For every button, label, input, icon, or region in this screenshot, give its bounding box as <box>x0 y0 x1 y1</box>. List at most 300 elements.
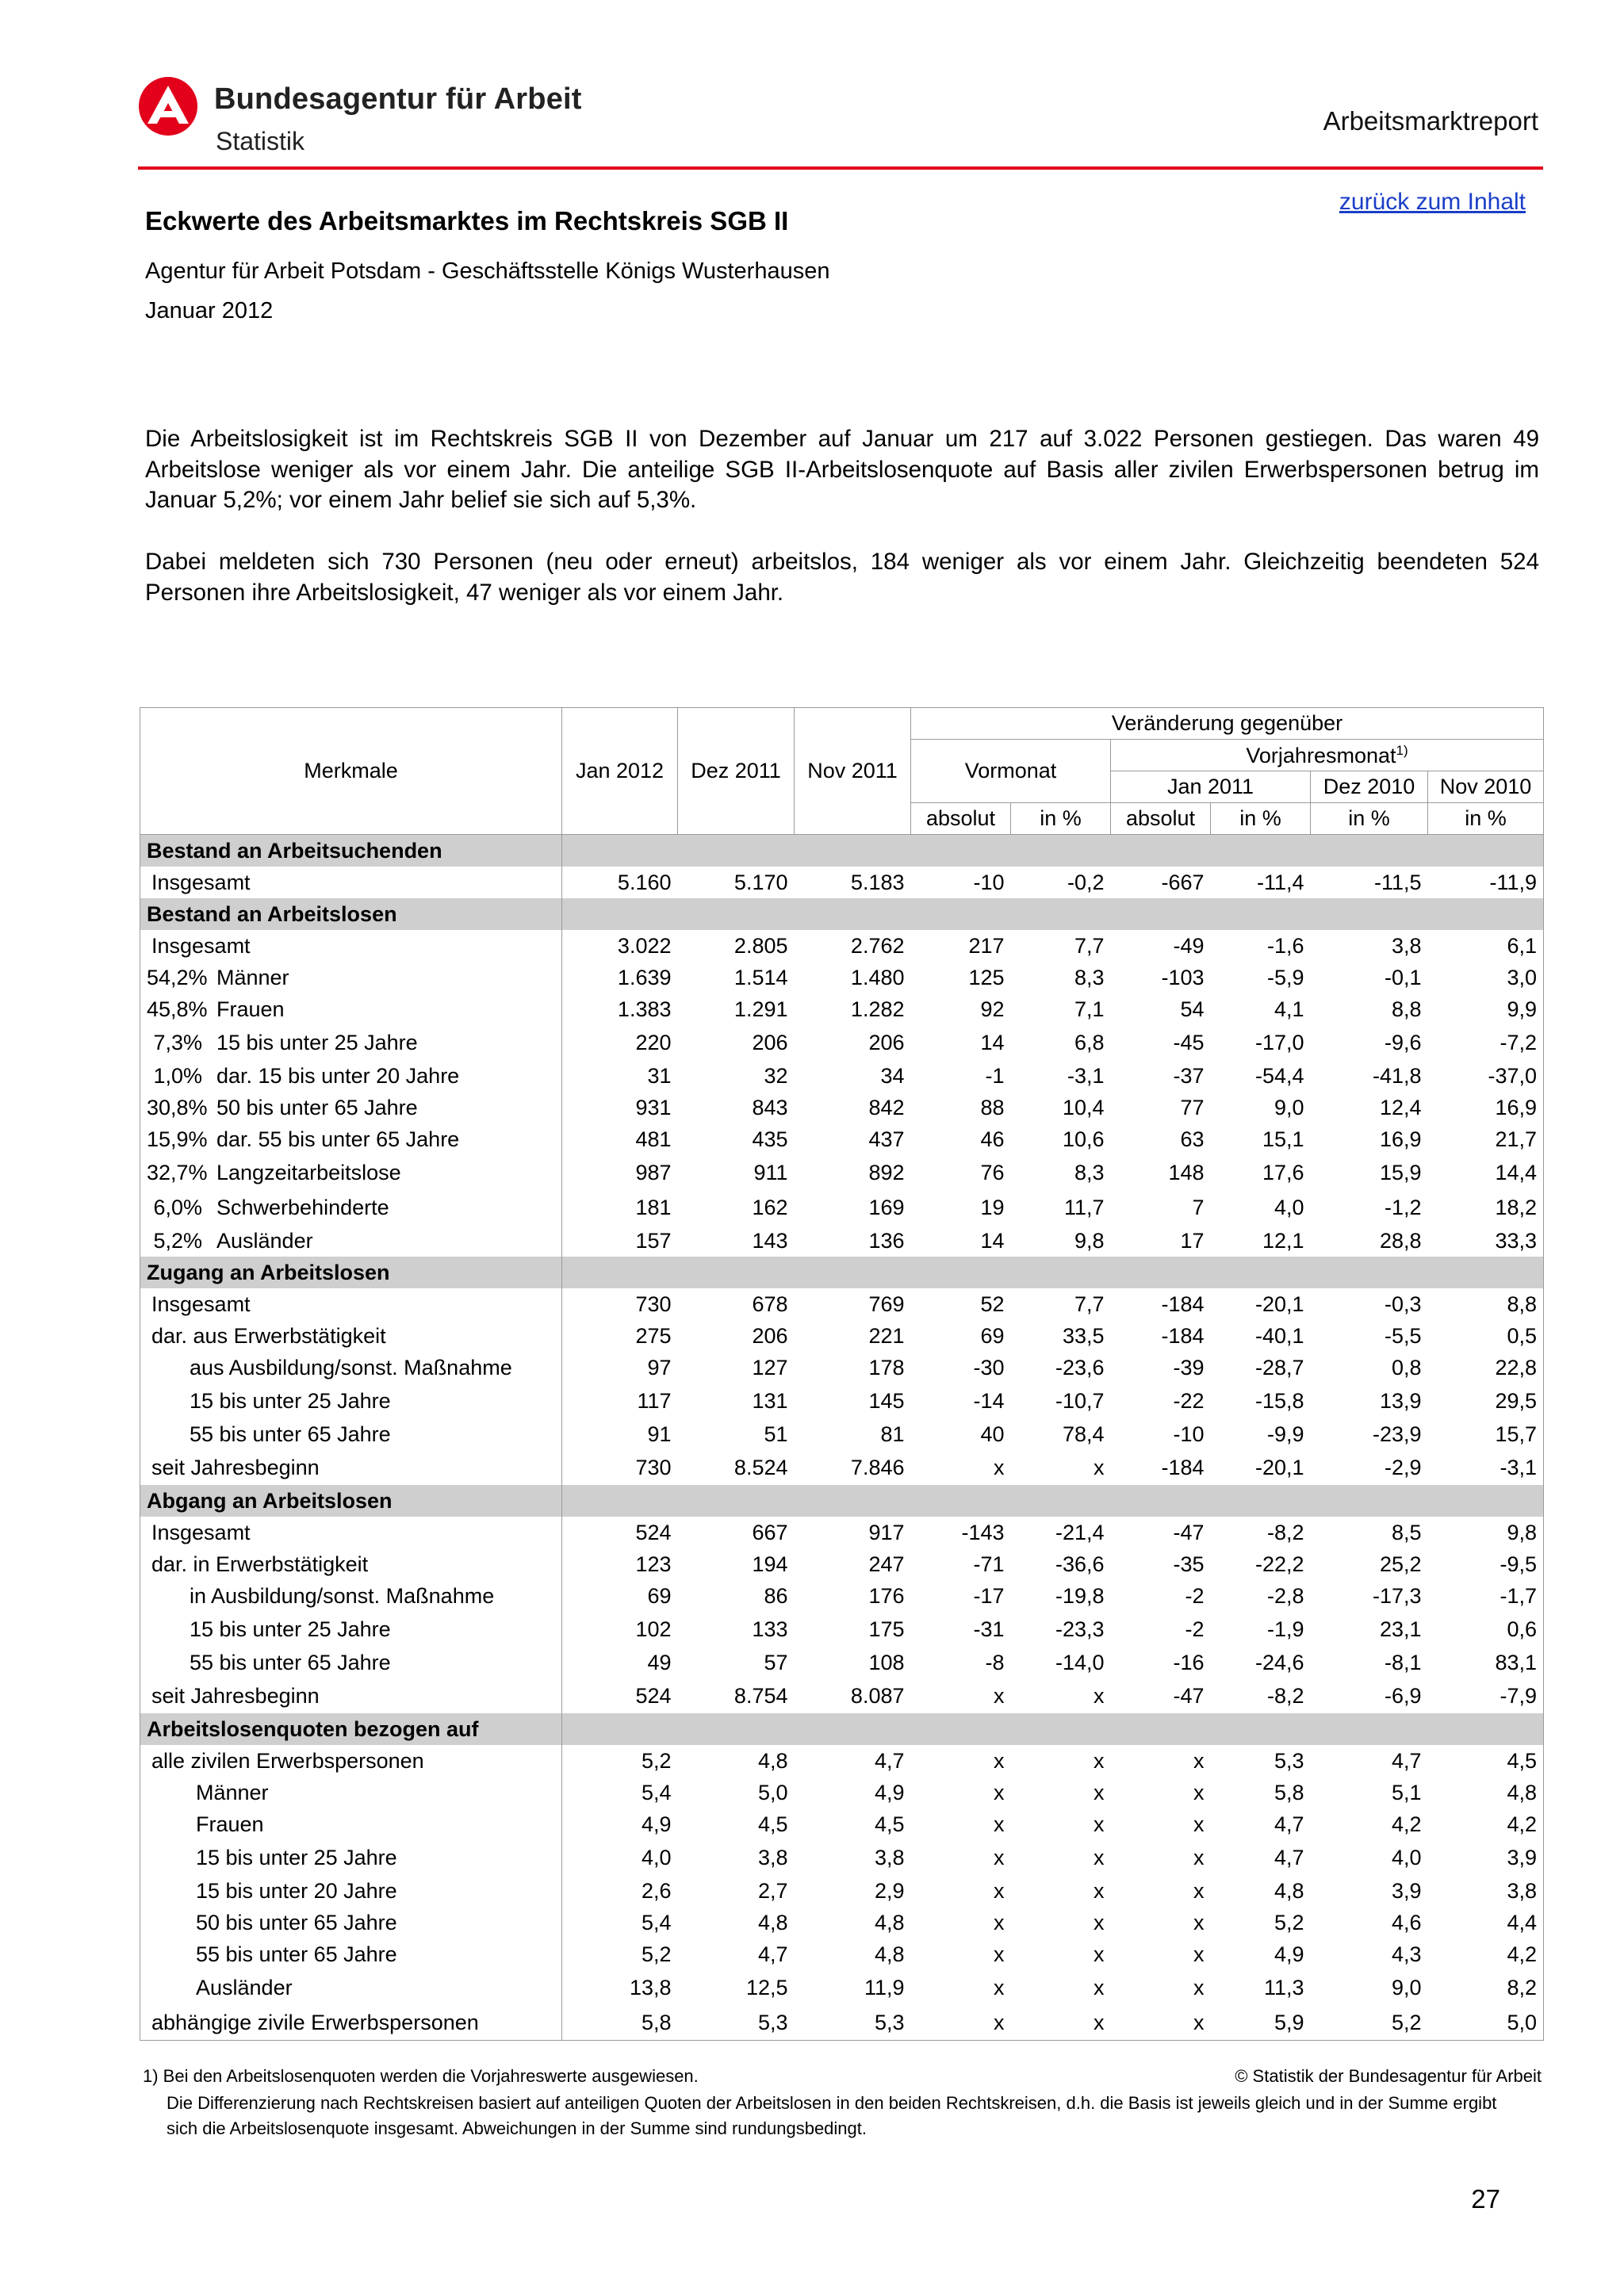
table-cell: 40 <box>980 1422 1005 1446</box>
row-label: Frauen <box>196 1812 264 1836</box>
table-cell: 1.639 <box>617 965 672 989</box>
table-cell: -8 <box>985 1650 1005 1674</box>
row-label-cell <box>140 1225 562 1257</box>
table-cell: 78,4 <box>1062 1422 1105 1446</box>
table-cell: 97 <box>647 1355 672 1380</box>
table-cell: x <box>994 1845 1005 1869</box>
table-cell: x <box>994 1878 1005 1903</box>
row-label-cell <box>140 1548 562 1580</box>
table-cell: -11,4 <box>1256 870 1304 894</box>
table-cell: 108 <box>868 1650 905 1674</box>
table-cell: 3,8 <box>1391 933 1422 958</box>
table-cell: 8,3 <box>1074 1160 1105 1184</box>
table-cell: -7,2 <box>1428 1025 1544 1060</box>
row-label: dar. 55 bis unter 65 Jahre <box>216 1127 460 1151</box>
table-cell: 1.383 <box>617 997 672 1021</box>
row-label-cell <box>140 1612 562 1647</box>
table-row <box>140 1647 1544 1678</box>
row-label: Männer <box>216 965 289 989</box>
table-cell: 9,9 <box>1428 993 1544 1025</box>
row-label-cell <box>140 1155 562 1190</box>
row-label: 55 bis unter 65 Jahre <box>190 1422 391 1446</box>
row-label-cell <box>140 1777 562 1808</box>
table-cell: -11,5 <box>1373 870 1422 894</box>
row-label-cell <box>140 1678 562 1713</box>
table-row <box>140 1745 1544 1777</box>
table-cell: 28,8 <box>1379 1228 1422 1253</box>
section-fill <box>562 898 1544 930</box>
table-cell: 15,9 <box>1379 1160 1422 1184</box>
table-cell: x <box>1193 1748 1205 1773</box>
table-row <box>140 1123 1544 1155</box>
table-cell: 125 <box>968 965 1005 989</box>
share-percent: 30,8% <box>147 1095 208 1119</box>
row-label: Schwerbehinderte <box>216 1195 389 1219</box>
table-cell: 175 <box>868 1617 905 1641</box>
table-cell: -15,8 <box>1254 1388 1304 1413</box>
row-label-cell <box>140 1352 562 1383</box>
table-cell: 4,7 <box>874 1748 905 1773</box>
table-row <box>140 1777 1544 1808</box>
row-label-cell <box>140 1190 562 1225</box>
table-cell: 5,4 <box>641 1780 672 1804</box>
header-divider <box>138 166 1543 170</box>
table-cell: 206 <box>868 1030 905 1054</box>
table-cell: 9,8 <box>1074 1228 1105 1253</box>
table-cell: 843 <box>752 1095 788 1119</box>
table-cell: -37 <box>1173 1063 1205 1088</box>
col-header-pct-dez2010: in % <box>1311 803 1428 835</box>
table-cell: x <box>1094 1975 1105 1999</box>
table-cell: -28,7 <box>1254 1355 1304 1380</box>
table-cell: 6,1 <box>1428 930 1544 962</box>
table-cell: 3,9 <box>1428 1840 1544 1875</box>
table-cell: -103 <box>1161 965 1205 989</box>
table-row <box>140 1970 1544 2005</box>
table-cell: x <box>1094 1910 1105 1934</box>
table-cell: 136 <box>868 1228 905 1253</box>
summary-paragraph-1: Die Arbeitslosigkeit ist im Rechtskreis SGB II von Dezember auf Januar um 217 auf 3.022 Personen gestiegen. Das waren 49 Arbeitslose weniger als vor einem Jahr. Die anteilige SGB II-Arbeitslosenquote auf Basis aller zivilen Erwerbspersonen betrug im Januar 5,2%; vor einem Jahr belief sie sich auf 5,3%. <box>145 426 1539 513</box>
table-cell: -14,0 <box>1055 1650 1105 1674</box>
table-cell: 4,0 <box>1391 1845 1422 1869</box>
table-cell: 169 <box>868 1195 905 1219</box>
table-cell: 8.754 <box>733 1683 788 1708</box>
table-cell: x <box>1193 1812 1205 1836</box>
table-cell: 5,4 <box>641 1910 672 1934</box>
table-cell: -16 <box>1173 1650 1205 1674</box>
table-cell: -14 <box>973 1388 1005 1413</box>
report-name: Arbeitsmarktreport <box>1323 106 1538 136</box>
table-cell: 4,2 <box>1391 1812 1422 1836</box>
table-cell: 4,1 <box>1274 997 1304 1021</box>
table-cell: -1,7 <box>1428 1580 1544 1612</box>
col-header-pct-nov2010: in % <box>1428 803 1544 835</box>
table-cell: -5,5 <box>1384 1323 1422 1348</box>
section-fill <box>562 835 1544 867</box>
table-cell: -40,1 <box>1254 1323 1304 1348</box>
table-cell: 4,2 <box>1428 1808 1544 1840</box>
table-row <box>140 1907 1544 1938</box>
org-name: Bundesagentur für Arbeit <box>214 82 582 116</box>
table-cell: 3,8 <box>874 1845 905 1869</box>
table-cell: 2.805 <box>733 933 788 958</box>
table-cell: 145 <box>868 1388 905 1413</box>
row-label: Insgesamt <box>151 870 251 894</box>
share-percent: 1,0% <box>153 1063 202 1088</box>
table-cell: -2 <box>1185 1583 1205 1608</box>
table-row <box>140 1288 1544 1320</box>
table-cell: 176 <box>868 1583 905 1608</box>
table-row <box>140 1450 1544 1485</box>
table-row <box>140 930 1544 962</box>
table-cell: 31 <box>647 1063 672 1088</box>
table-cell: 25,2 <box>1379 1552 1422 1576</box>
table-cell: 14 <box>980 1030 1005 1054</box>
row-label-cell <box>140 1970 562 2005</box>
table-cell: 4,7 <box>1274 1812 1304 1836</box>
table-cell: 4,7 <box>1274 1845 1304 1869</box>
table-cell: 54 <box>1180 997 1205 1021</box>
table-cell: 148 <box>1168 1160 1205 1184</box>
section-fill <box>562 1713 1544 1745</box>
table-cell: 678 <box>752 1292 788 1316</box>
table-cell: 88 <box>980 1095 1005 1119</box>
table-cell: 435 <box>752 1127 788 1151</box>
row-label-cell <box>140 1875 562 1907</box>
table-cell: 4,9 <box>1274 1942 1304 1966</box>
table-cell: 19 <box>980 1195 1005 1219</box>
table-cell: 76 <box>980 1160 1005 1184</box>
table-cell: 911 <box>753 1160 788 1184</box>
table-cell: 987 <box>635 1160 672 1184</box>
table-cell: x <box>1094 1748 1105 1773</box>
table-cell: 5.160 <box>617 870 672 894</box>
table-cell: -3,1 <box>1428 1450 1544 1485</box>
table-cell: 8,2 <box>1428 1970 1544 2005</box>
table-cell: -37,0 <box>1428 1060 1544 1092</box>
table-row <box>140 1808 1544 1840</box>
table-cell: 3,9 <box>1391 1878 1422 1903</box>
col-header-nov-2011: Nov 2011 <box>795 708 911 835</box>
section-fill <box>562 1485 1544 1517</box>
back-to-contents-link[interactable]: zurück zum Inhalt <box>1339 189 1526 215</box>
table-cell: 5,1 <box>1391 1780 1422 1804</box>
row-label: aus Ausbildung/sonst. Maßnahme <box>190 1355 512 1380</box>
table-cell: 81 <box>880 1422 905 1446</box>
table-cell: 1.291 <box>733 997 788 1021</box>
col-header-merkmale: Merkmale <box>140 708 562 835</box>
row-label: dar. in Erwerbstätigkeit <box>151 1552 369 1576</box>
table-cell: 34 <box>880 1063 905 1088</box>
table-cell: 5.183 <box>850 870 905 894</box>
row-label-cell <box>140 1123 562 1155</box>
table-cell: -47 <box>1173 1683 1205 1708</box>
table-cell: -20,1 <box>1254 1455 1304 1479</box>
table-row <box>140 867 1544 898</box>
table-cell: 5,3 <box>795 2005 911 2041</box>
table-cell: 57 <box>764 1650 788 1674</box>
table-row <box>140 1612 1544 1647</box>
table-cell: -45 <box>1173 1030 1205 1054</box>
section-label: Bestand an Arbeitslosen <box>140 898 562 930</box>
table-row <box>140 1190 1544 1225</box>
row-label-cell <box>140 1808 562 1840</box>
table-cell: 162 <box>752 1195 788 1219</box>
table-cell: 4,5 <box>757 1812 788 1836</box>
table-cell: 247 <box>868 1552 905 1576</box>
table-cell: x <box>1193 1878 1205 1903</box>
row-label: 15 bis unter 25 Jahre <box>190 1617 391 1641</box>
table-cell: -143 <box>961 1520 1005 1544</box>
table-cell: 5,2 <box>641 1942 672 1966</box>
row-label-cell <box>140 993 562 1025</box>
page-number: 27 <box>1471 2184 1500 2214</box>
table-row <box>140 962 1544 993</box>
table-cell: 4,7 <box>757 1942 788 1966</box>
row-label: seit Jahresbeginn <box>151 1683 320 1708</box>
col-header-nov-2010: Nov 2010 <box>1428 771 1544 803</box>
table-cell: 6,8 <box>1074 1030 1105 1054</box>
table-cell: 133 <box>752 1617 788 1641</box>
table-cell: x <box>1094 1455 1105 1479</box>
table-cell: -10,7 <box>1055 1388 1105 1413</box>
table-cell: x <box>911 2005 1011 2041</box>
table-cell: 4,3 <box>1391 1942 1422 1966</box>
row-label-cell <box>140 962 562 993</box>
section-header-row <box>140 1485 1544 1517</box>
table-cell: -8,1 <box>1384 1650 1422 1674</box>
table-cell: 5,9 <box>1211 2005 1311 2041</box>
table-cell: 16,9 <box>1428 1092 1544 1123</box>
table-cell: 4,5 <box>1428 1745 1544 1777</box>
row-label: alle zivilen Erwerbspersonen <box>151 1748 424 1773</box>
section-header-row <box>140 1713 1544 1745</box>
table-cell: 17,6 <box>1262 1160 1304 1184</box>
table-cell: 22,8 <box>1428 1352 1544 1383</box>
table-cell: 217 <box>968 933 1005 958</box>
footnote-1: 1) Bei den Arbeitslosenquoten werden die Vorjahreswerte ausgewiesen. <box>143 2066 699 2086</box>
table-cell: x <box>994 1780 1005 1804</box>
table-cell: -184 <box>1161 1292 1205 1316</box>
table-cell: 917 <box>868 1520 905 1544</box>
table-cell: x <box>1094 1845 1105 1869</box>
table-cell: 5,3 <box>1274 1748 1304 1773</box>
row-label: 50 bis unter 65 Jahre <box>216 1095 418 1119</box>
table-cell: 123 <box>635 1552 672 1576</box>
table-cell: 931 <box>635 1095 672 1119</box>
table-cell: 91 <box>647 1422 672 1446</box>
table-cell: 275 <box>635 1323 672 1348</box>
table-cell: -23,9 <box>1372 1422 1422 1446</box>
table-cell: -8,2 <box>1266 1683 1304 1708</box>
row-label: Insgesamt <box>151 1520 251 1544</box>
table-cell: -2,8 <box>1266 1583 1304 1608</box>
row-label-cell <box>140 930 562 962</box>
table-cell: 7,1 <box>1074 997 1105 1021</box>
table-cell: 8,8 <box>1428 1288 1544 1320</box>
table-cell: -20,1 <box>1254 1292 1304 1316</box>
table-cell: -184 <box>1161 1455 1205 1479</box>
table-cell: x <box>1193 1942 1205 1966</box>
table-cell: 11,3 <box>1263 1975 1304 1999</box>
table-cell: 2.762 <box>850 933 905 958</box>
table-cell: 3.022 <box>617 933 672 958</box>
table-cell: x <box>1094 1812 1105 1836</box>
table-cell: -9,5 <box>1428 1548 1544 1580</box>
table-cell: x <box>1094 1780 1105 1804</box>
row-label: 15 bis unter 25 Jahre <box>196 1845 397 1869</box>
table-row <box>140 2005 1544 2041</box>
row-label-cell <box>140 1025 562 1060</box>
table-cell: 1.514 <box>733 965 788 989</box>
table-cell: 2,6 <box>641 1878 672 1903</box>
table-cell: 117 <box>637 1388 672 1413</box>
table-cell: 5,3 <box>678 2005 795 2041</box>
table-cell: 0,5 <box>1428 1320 1544 1352</box>
table-cell: 2,9 <box>874 1878 905 1903</box>
table-cell: x <box>1094 1878 1105 1903</box>
table-cell: 221 <box>868 1323 905 1348</box>
section-header-row <box>140 835 1544 867</box>
table-cell: -47 <box>1173 1520 1205 1544</box>
row-label: 50 bis unter 65 Jahre <box>196 1910 397 1934</box>
table-cell: 127 <box>752 1355 788 1380</box>
row-label-cell <box>140 867 562 898</box>
row-label-cell <box>140 1938 562 1970</box>
section-header-row <box>140 1257 1544 1288</box>
table-cell: 4,8 <box>757 1748 788 1773</box>
table-cell: x <box>1193 1780 1205 1804</box>
table-body <box>140 835 1544 2041</box>
table-cell: -21,4 <box>1055 1520 1105 1544</box>
table-cell: 1.282 <box>850 997 905 1021</box>
row-label-cell <box>140 1320 562 1352</box>
table-row <box>140 1383 1544 1418</box>
section-label: Arbeitslosenquoten bezogen auf <box>140 1713 562 1745</box>
table-cell: 13,8 <box>629 1975 672 1999</box>
table-cell: x <box>994 1942 1005 1966</box>
row-label: Frauen <box>216 997 285 1021</box>
table-cell: -10 <box>1173 1422 1205 1446</box>
table-row <box>140 1025 1544 1060</box>
share-percent: 5,2% <box>153 1228 202 1253</box>
table-row <box>140 1320 1544 1352</box>
table-cell: 18,2 <box>1428 1190 1544 1225</box>
row-label-cell <box>140 1450 562 1485</box>
table-cell: 13,9 <box>1379 1388 1422 1413</box>
table-cell: -17,0 <box>1254 1030 1304 1054</box>
table-cell: 481 <box>635 1127 672 1151</box>
table-cell: 4,9 <box>641 1812 672 1836</box>
table-cell: -3,1 <box>1067 1063 1105 1088</box>
table-cell: 437 <box>868 1127 905 1151</box>
table-cell: 0,6 <box>1428 1612 1544 1647</box>
data-table <box>140 707 1544 2041</box>
table-cell: 1.480 <box>850 965 905 989</box>
table-cell: 730 <box>635 1292 672 1316</box>
table-cell: 4,0 <box>1274 1195 1304 1219</box>
table-row <box>140 1580 1544 1612</box>
table-cell: -2 <box>1185 1617 1205 1641</box>
table-cell: 33,3 <box>1428 1225 1544 1257</box>
table-cell: 3,8 <box>1428 1875 1544 1907</box>
table-cell: 8.087 <box>850 1683 905 1708</box>
col-header-dez-2011: Dez 2011 <box>678 708 795 835</box>
table-cell: -9,9 <box>1266 1422 1304 1446</box>
table-cell: 11,7 <box>1063 1195 1105 1219</box>
table-cell: -0,1 <box>1384 965 1422 989</box>
row-label: dar. aus Erwerbstätigkeit <box>151 1323 386 1348</box>
row-label: Langzeitarbeitslose <box>216 1160 401 1184</box>
table-cell: x <box>994 1748 1005 1773</box>
table-cell: 29,5 <box>1428 1383 1544 1418</box>
table-cell: 730 <box>635 1455 672 1479</box>
row-label-cell <box>140 1288 562 1320</box>
table-cell: x <box>994 1975 1005 1999</box>
table-cell: 4,4 <box>1428 1907 1544 1938</box>
table-cell: 157 <box>635 1228 672 1253</box>
table-cell: 14,4 <box>1428 1155 1544 1190</box>
table-cell: -36,6 <box>1055 1552 1105 1576</box>
data-table-container <box>140 707 1543 2041</box>
table-cell: x <box>1193 1975 1205 1999</box>
copyright-note: © Statistik der Bundesagentur für Arbeit <box>1235 2066 1542 2086</box>
table-cell: 5,8 <box>1274 1780 1304 1804</box>
table-cell: -39 <box>1173 1355 1205 1380</box>
table-row <box>140 1225 1544 1257</box>
table-cell: 16,9 <box>1379 1127 1422 1151</box>
row-label-cell <box>140 1092 562 1123</box>
table-cell: -17 <box>973 1583 1005 1608</box>
table-cell: 667 <box>752 1520 788 1544</box>
table-cell: 4,7 <box>1391 1748 1422 1773</box>
table-row <box>140 1548 1544 1580</box>
table-cell: 86 <box>764 1583 788 1608</box>
table-cell: -35 <box>1173 1552 1205 1576</box>
table-cell: x <box>1094 1683 1105 1708</box>
row-label: Insgesamt <box>151 1292 251 1316</box>
table-cell: -0,3 <box>1384 1292 1422 1316</box>
org-subtitle: Statistik <box>216 127 305 155</box>
table-cell: x <box>1193 1845 1205 1869</box>
row-label-cell <box>140 1383 562 1418</box>
table-row <box>140 1155 1544 1190</box>
row-label-cell <box>140 1840 562 1875</box>
table-cell: 206 <box>752 1030 788 1054</box>
table-cell: 131 <box>752 1388 788 1413</box>
table-cell: 63 <box>1180 1127 1205 1151</box>
share-percent: 32,7% <box>147 1160 208 1184</box>
row-label: Insgesamt <box>151 933 251 958</box>
table-cell: -10 <box>973 870 1005 894</box>
table-cell: 7,7 <box>1074 1292 1105 1316</box>
table-cell: 5,2 <box>1311 2005 1428 2041</box>
table-cell: 842 <box>868 1095 905 1119</box>
section-fill <box>562 1257 1544 1288</box>
table-cell: -1,9 <box>1266 1617 1304 1641</box>
table-cell: 8,5 <box>1391 1520 1422 1544</box>
table-row <box>140 1678 1544 1713</box>
table-cell: 9,0 <box>1274 1095 1304 1119</box>
row-label-cell <box>140 1647 562 1678</box>
row-label-cell <box>140 1580 562 1612</box>
row-label-cell <box>140 1745 562 1777</box>
row-label-cell <box>140 1418 562 1450</box>
share-percent: 7,3% <box>153 1030 202 1054</box>
table-cell: 23,1 <box>1379 1617 1422 1641</box>
table-cell: 4,6 <box>1391 1910 1422 1934</box>
row-label-cell <box>140 1907 562 1938</box>
